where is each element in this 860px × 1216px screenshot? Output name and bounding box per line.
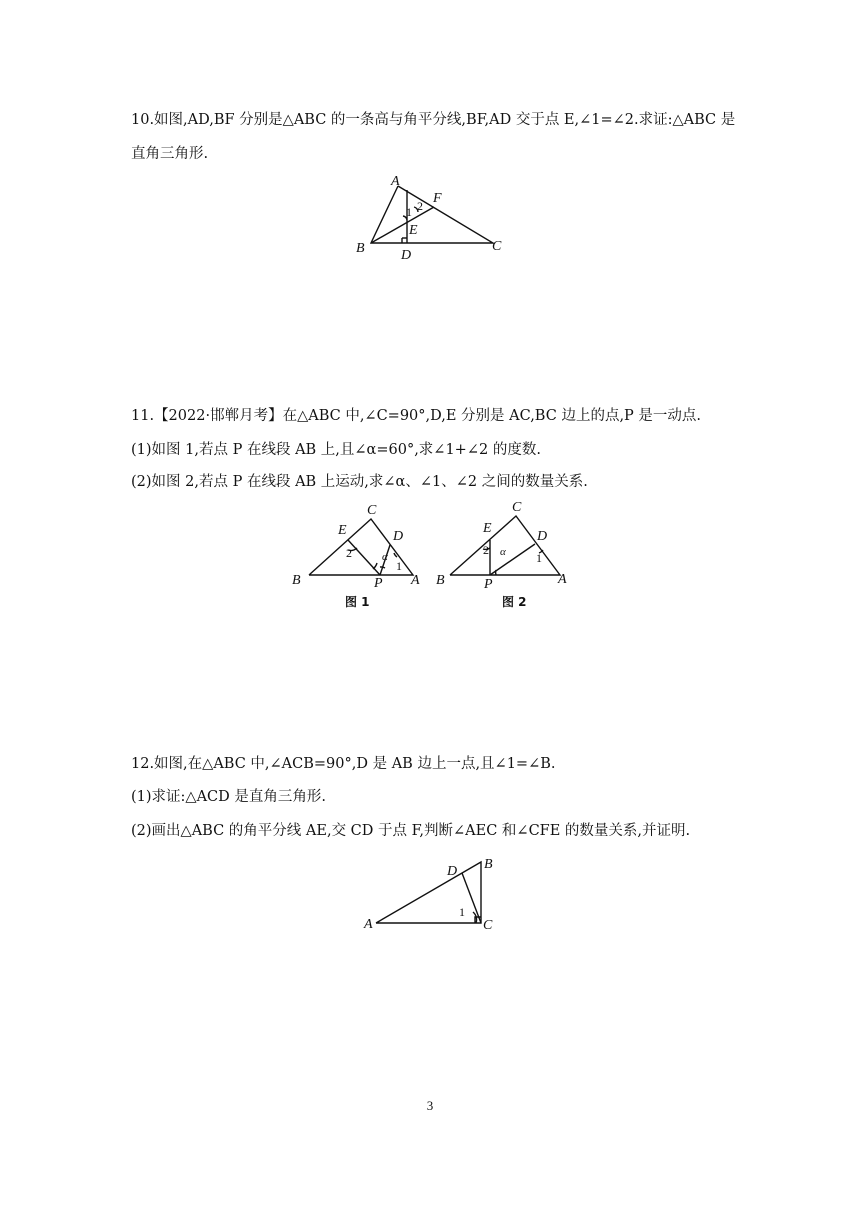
label-P: P	[374, 576, 383, 591]
figure-1-caption: 图 1	[345, 595, 370, 609]
label-D: D	[447, 864, 458, 879]
label-E: E	[409, 223, 418, 238]
label-D: D	[393, 529, 404, 544]
label-B: B	[292, 573, 301, 588]
label-B: B	[356, 241, 365, 256]
label-C: C	[512, 500, 522, 515]
label-B: B	[484, 857, 493, 872]
problem-11-figure-1	[285, 495, 435, 615]
problem-11-part-2: (2)如图 2,若点 P 在线段 AB 上运动,求∠α、∠1、∠2 之间的数量关系.	[131, 474, 588, 490]
label-2: 2	[417, 199, 423, 213]
problem-10-figure	[350, 170, 520, 262]
problem-12-part-2: (2)画出△ABC 的角平分线 AE,交 CD 于点 F,判断∠AEC 和∠CFE 的数量关系,并证明.	[131, 823, 691, 839]
label-1: 1	[396, 559, 402, 573]
label-C: C	[492, 239, 502, 254]
label-A: A	[411, 573, 420, 588]
label-F: F	[433, 191, 442, 206]
problem-11-part-1: (1)如图 1,若点 P 在线段 AB 上,且∠α=60°,求∠1+∠2 的度数.	[131, 442, 541, 458]
label-P: P	[484, 577, 493, 592]
label-2: 2	[483, 543, 489, 557]
label-2: 2	[346, 546, 352, 560]
label-B: B	[436, 573, 445, 588]
problem-11-figure-2	[430, 495, 580, 615]
label-E: E	[483, 521, 492, 536]
label-D: D	[537, 529, 548, 544]
label-A: A	[391, 174, 400, 189]
problem-12-figure	[358, 850, 508, 935]
label-A: A	[364, 917, 373, 932]
label-A: A	[558, 572, 567, 587]
problem-11-statement: 11.【2022·邯郸月考】在△ABC 中,∠C=90°,D,E 分别是 AC,BC 边上的点,P 是一动点.	[131, 408, 702, 424]
label-E: E	[338, 523, 347, 538]
problem-10-statement-cont: 直角三角形.	[131, 146, 209, 162]
label-D: D	[401, 248, 412, 263]
problem-12-part-1: (1)求证:△ACD 是直角三角形.	[131, 789, 326, 805]
label-1: 1	[406, 205, 412, 219]
label-1: 1	[536, 551, 542, 565]
problem-12-statement: 12.如图,在△ABC 中,∠ACB=90°,D 是 AB 边上一点,且∠1=∠B.	[131, 756, 556, 772]
label-alpha: α	[500, 546, 506, 558]
label-alpha: α	[382, 551, 388, 563]
label-C: C	[367, 503, 377, 518]
page-number: 3	[426, 1098, 434, 1113]
problem-10-statement: 10.如图,AD,BF 分别是△ABC 的一条高与角平分线,BF,AD 交于点 E,∠1=∠2.求证:△ABC 是	[131, 112, 736, 128]
figure-2-caption: 图 2	[502, 595, 527, 609]
label-1: 1	[459, 905, 465, 919]
label-C: C	[483, 918, 493, 933]
